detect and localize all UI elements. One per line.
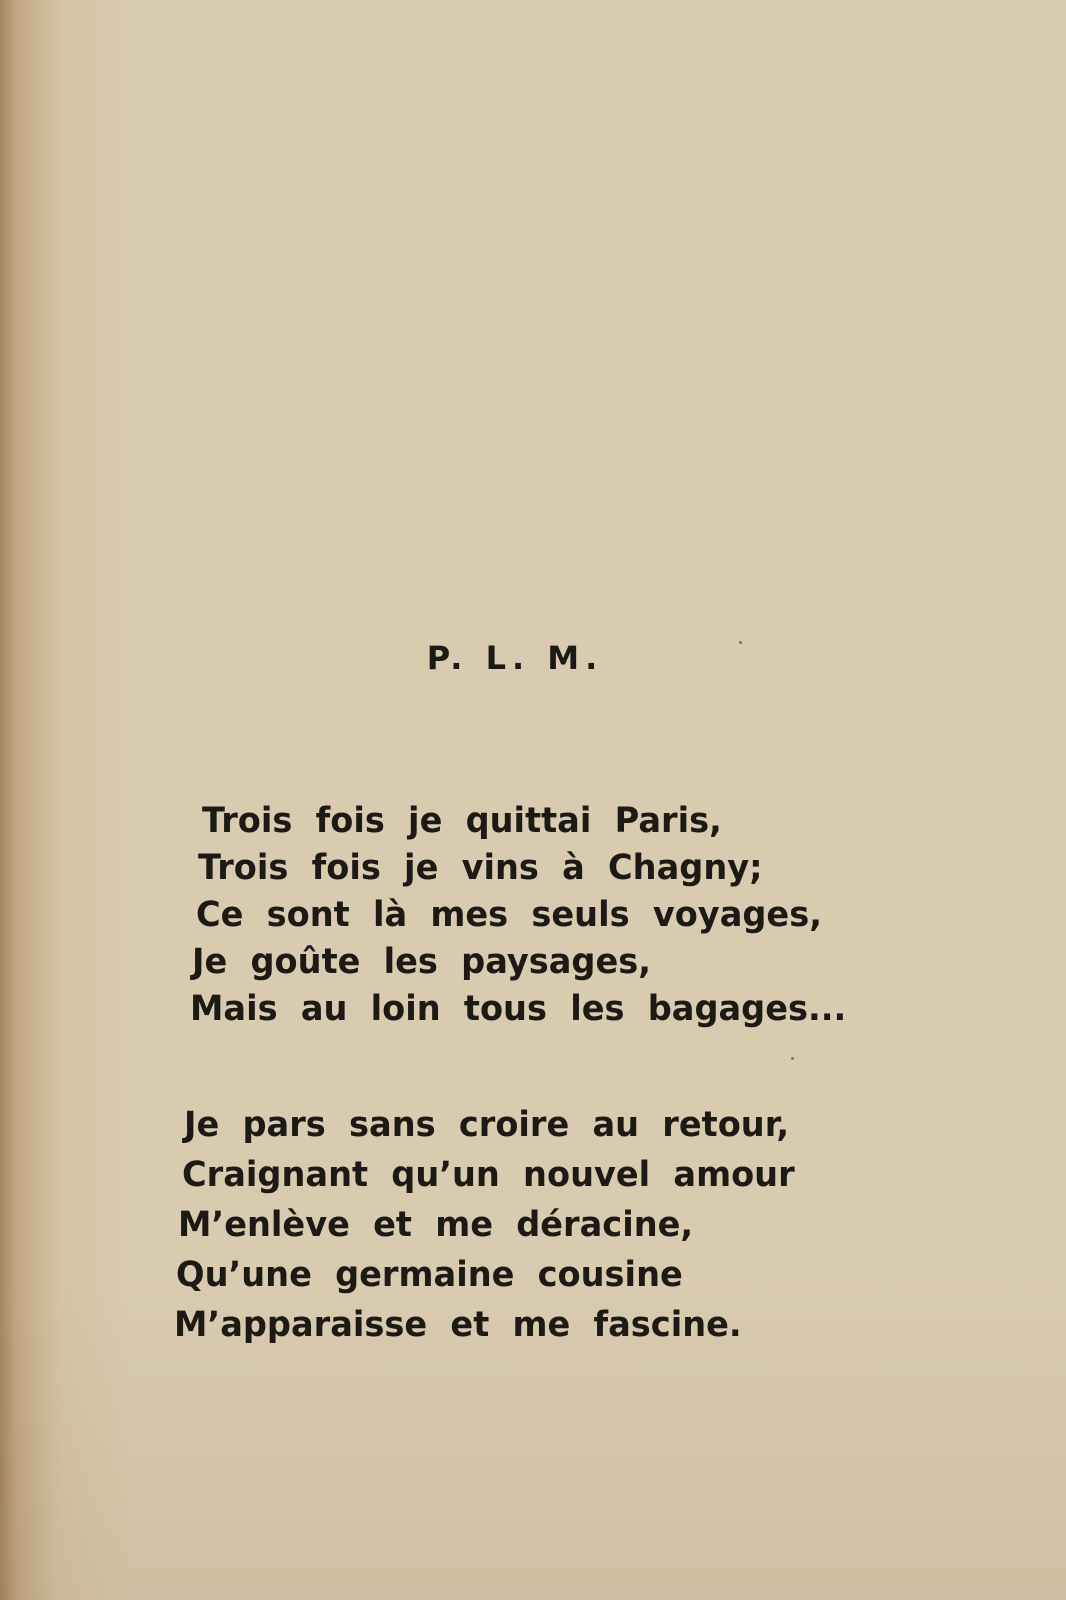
poem-line: M’apparaisse et me fascine. bbox=[174, 1305, 742, 1345]
stanza-1 bbox=[190, 798, 874, 1033]
poem-line: M’enlève et me déracine, bbox=[178, 1205, 694, 1245]
poem-line: Mais au loin tous les bagages... bbox=[190, 989, 847, 1029]
poem-title: P. L. M. bbox=[426, 639, 604, 677]
stanza-2 bbox=[174, 1100, 820, 1350]
poem-line: Ce sont là mes seuls voyages, bbox=[196, 895, 822, 935]
poem-line: Qu’une germaine cousine bbox=[176, 1255, 683, 1295]
poem-line: Je pars sans croire au retour, bbox=[184, 1105, 790, 1145]
poem-line: Trois fois je quittai Paris, bbox=[202, 801, 722, 841]
poem-line: Craignant qu’un nouvel amour bbox=[182, 1155, 795, 1195]
paper-speck bbox=[791, 1057, 794, 1060]
poem-line: Je goûte les paysages, bbox=[192, 942, 652, 982]
poem-line: Trois fois je vins à Chagny; bbox=[198, 848, 763, 888]
